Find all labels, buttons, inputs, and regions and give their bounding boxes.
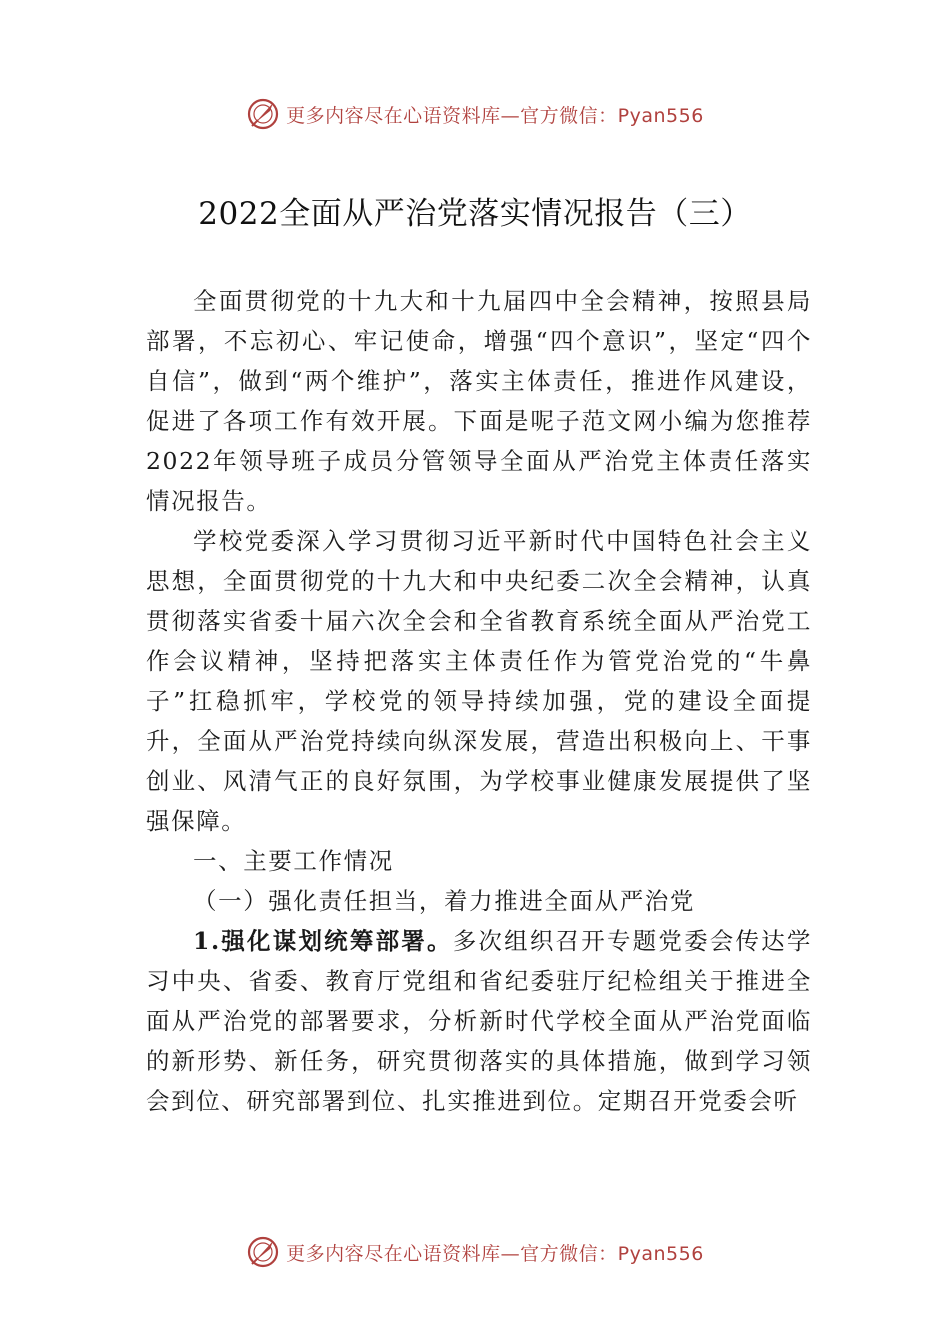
- paragraph: [146, 921, 812, 1121]
- item-lead: 1.强化谋划统筹部署。: [193, 927, 453, 955]
- document-body: [146, 281, 812, 1121]
- banner-text: 更多内容尽在心语资料库—官方微信：Pyan556: [286, 1242, 704, 1265]
- subsection-heading: （一）强化责任担当，着力推进全面从严治党: [193, 887, 695, 915]
- wechat-id: Pyan556: [617, 1242, 704, 1265]
- document-title: 2022全面从严治党落实情况报告（三）: [198, 196, 752, 232]
- banner-text: 更多内容尽在心语资料库—官方微信：Pyan556: [286, 104, 704, 127]
- header-banner: [0, 94, 950, 134]
- paragraph: 学校党委深入学习贯彻习近平新时代中国特色社会主义思想，全面贯彻党的十九大和中央纪委二次全会精神，认真贯彻落实省委十届六次全会和全省教育系统全面从严治党工作会议精神，坚持把落实主体责任作为管党治党的“牛鼻子”扛稳抓牢，学校党的领导持续加强，党的建设全面提升，全面从严治党持续向纵深发展，营造出积极向上、干事创业、风清气正的良好氛围，为学校事业健康发展提供了坚强保障。: [146, 527, 812, 835]
- quill-seal-icon: [246, 97, 280, 131]
- section-heading: 一、主要工作情况: [193, 847, 394, 875]
- item-text: 多次组织召开专题党委会传达学习中央、省委、教育厅党组和省纪委驻厅纪检组关于推进全面从严治党的部署要求，分析新时代学校全面从严治党面临的新形势、新任务，研究贯彻落实的具体措施，做到学习领会到位、研究部署到位、扎实推进到位。定期召开党委会听: [146, 927, 812, 1115]
- wechat-id: Pyan556: [617, 104, 704, 127]
- paragraph: 全面贯彻党的十九大和十九届四中全会精神，按照县局部署，不忘初心、牢记使命，增强“四个意识”，坚定“四个自信”，做到“两个维护”，落实主体责任，推进作风建设，促进了各项工作有效开展。下面是呢子范文网小编为您推荐2022年领导班子成员分管领导全面从严治党主体责任落实情况报告。: [146, 287, 812, 515]
- quill-seal-icon: [246, 1235, 280, 1269]
- footer-banner: [0, 1232, 950, 1272]
